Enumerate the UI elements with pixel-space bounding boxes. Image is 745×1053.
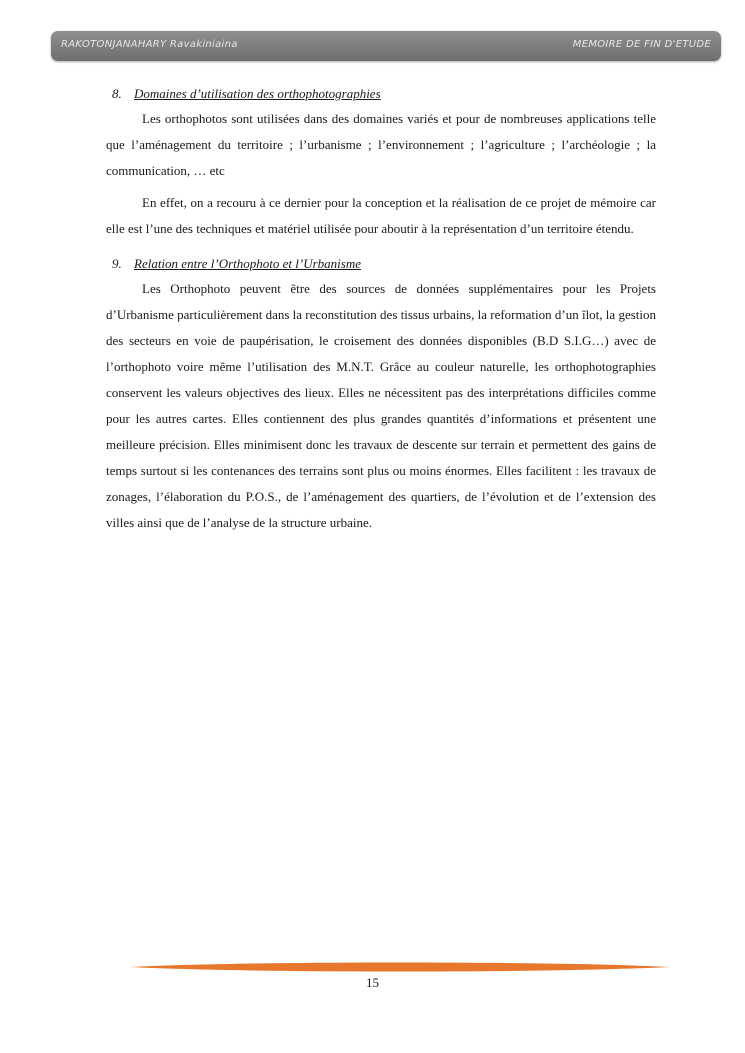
section-9-number: 9.	[112, 256, 122, 271]
section-9-title: Relation entre l’Orthophoto et l’Urbanisme	[134, 256, 361, 271]
section-8-paragraph-1: Les orthophotos sont utilisées dans des domaines variés et pour de nombreuses applications telle que l’aménagement du territoire ; l’urbanisme ; l’environnement ; l’agriculture ; l’archéologie ; la communication, … etc	[106, 111, 656, 178]
section-9-heading	[112, 254, 656, 274]
page-number: 15	[366, 975, 379, 990]
header-author: RAKOTONJANAHARY Ravakiniaina	[61, 39, 238, 50]
document-body	[106, 84, 656, 542]
section-8-title: Domaines d’utilisation des orthophotographies	[134, 86, 381, 101]
footer-swoosh	[130, 963, 670, 972]
section-8-number: 8.	[112, 86, 122, 101]
section-8-heading	[112, 84, 656, 104]
page-header	[51, 31, 721, 61]
section-8-paragraph-2: En effet, on a recouru à ce dernier pour la conception et la réalisation de ce projet de mémoire car elle est l’une des techniques et matériel utilisée pour aboutir à la représentation d’un territoire étendu.	[106, 195, 656, 236]
footer-decorative-bar	[130, 959, 670, 975]
section-9-paragraph-1: Les Orthophoto peuvent être des sources de données supplémentaires pour les Projets d’Urbanisme particulièrement dans la reconstitution des tissus urbains, la reformation d’un îlot, la gestion des secteurs en voie de paupérisation, le croisement des données disponibles (B.D S.I.G…) avec de l’orthophoto voire même l’utilisation des M.N.T. Grâce au couleur naturelle, les orthophotographies conservent les valeurs objectives des lieux. Elles ne nécessitent pas des interprétations difficiles comme pour les autres cartes. Elles contiennent des plus grandes quantités d’informations et présentent une meilleure précision. Elles minimisent donc les travaux de descente sur terrain et permettent des gains de temps surtout si les contenances des terrains sont plus ou moins énormes. Elles facilitent : les travaux de zonages, l’élaboration du P.O.S., de l’aménagement des quartiers, de l’évolution et de l’extension des villes ainsi que de l’analyse de la structure urbaine.	[106, 281, 656, 530]
header-title: MEMOIRE DE FIN D'ETUDE	[572, 39, 711, 50]
